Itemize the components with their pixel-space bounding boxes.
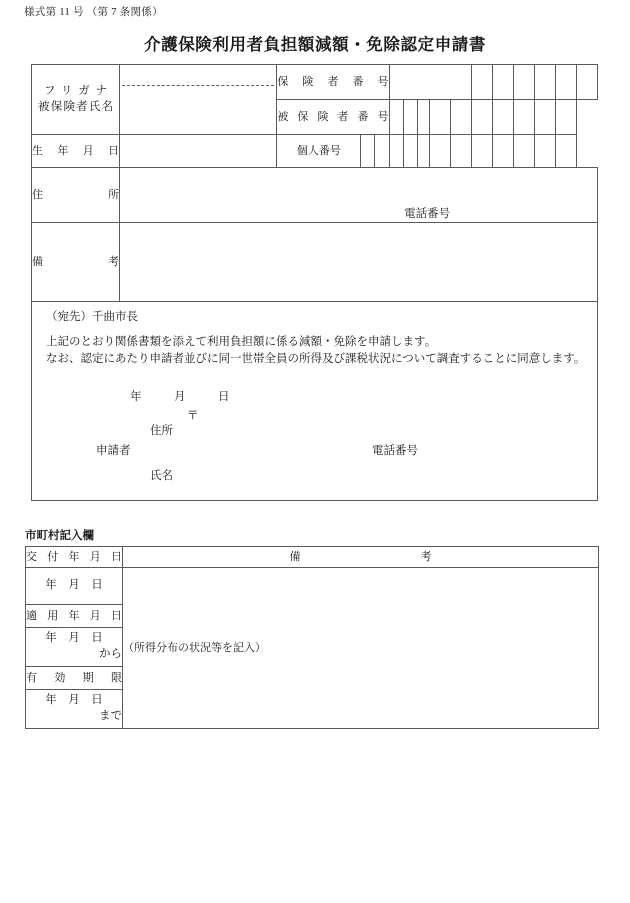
municipal-remarks-header-2: 考 xyxy=(420,550,432,563)
valid-period-to: まで xyxy=(99,710,122,722)
table-row-birthdate-personal-number xyxy=(32,135,598,168)
insured-name-input[interactable] xyxy=(120,65,277,135)
apply-date-from: から xyxy=(99,648,122,660)
municipal-remarks-note: （所得分布の状況等を記入） xyxy=(123,641,266,654)
apply-date-input[interactable] xyxy=(26,628,123,667)
municipal-remarks-header-1: 備 xyxy=(289,550,301,563)
address-label: 住 所 xyxy=(32,168,120,223)
personal-number-box-6[interactable] xyxy=(429,135,450,168)
municipal-row-issue-date xyxy=(26,568,599,605)
insurer-number-label: 保 険 者 番 号 xyxy=(277,65,389,100)
insured-number-box-6[interactable] xyxy=(471,100,492,135)
personal-number-box-12[interactable] xyxy=(555,135,576,168)
postal-mark-icon: 〒 xyxy=(187,410,199,422)
insurer-number-box-3[interactable] xyxy=(492,65,513,100)
date-day-label: 日 xyxy=(218,391,230,403)
addressee-line: （宛先）千曲市長 xyxy=(46,311,138,323)
statement-body xyxy=(32,302,597,500)
insured-number-label: 被 保 険 者 番 号 xyxy=(277,100,389,135)
insurer-number-box-2[interactable] xyxy=(471,65,492,100)
municipal-remarks-input[interactable] xyxy=(123,568,599,729)
birthdate-input[interactable] xyxy=(120,135,277,168)
table-row-address xyxy=(32,168,598,223)
apply-date-label: 適 用 年 月 日 xyxy=(26,605,123,628)
personal-number-box-3[interactable] xyxy=(389,135,403,168)
statement-paragraph-1: 上記のとおり関係書類を添えて利用負担額に係る減額・免除を申請します。 xyxy=(46,336,437,348)
personal-number-box-9[interactable] xyxy=(492,135,513,168)
applicant-name-label: 氏名 xyxy=(150,470,173,482)
apply-date-ymd: 年 月 日 xyxy=(45,632,103,645)
table-row-remarks xyxy=(32,223,598,302)
personal-number-box-5[interactable] xyxy=(417,135,429,168)
applicant-table xyxy=(31,64,598,501)
insurer-number-box-5[interactable] xyxy=(534,65,555,100)
insured-number-box-9[interactable] xyxy=(534,100,555,135)
issue-date-input[interactable] xyxy=(26,568,123,605)
insurer-number-box-7[interactable] xyxy=(576,65,597,100)
insured-number-box-2[interactable] xyxy=(403,100,417,135)
insured-number-box-8[interactable] xyxy=(513,100,534,135)
insurer-number-box-4[interactable] xyxy=(513,65,534,100)
birthdate-label: 生 年 月 日 xyxy=(32,135,120,168)
municipal-table xyxy=(25,546,599,729)
remarks-label: 備 考 xyxy=(32,223,120,302)
statement-paragraph-2: なお、認定にあたり申請者並びに同一世帯全員の所得及び課税状況について調査することに同意します。 xyxy=(46,353,586,365)
date-year-label: 年 xyxy=(130,391,142,403)
issue-date-label: 交 付 年 月 日 xyxy=(26,547,123,568)
insured-number-box-1[interactable] xyxy=(389,100,403,135)
personal-number-box-7[interactable] xyxy=(450,135,471,168)
insured-number-box-3[interactable] xyxy=(417,100,429,135)
address-input[interactable] xyxy=(120,168,598,223)
page-title: 介護保険利用者負担額減額・免除認定申請書 xyxy=(144,35,486,54)
insured-number-box-5[interactable] xyxy=(450,100,471,135)
date-month-label: 月 xyxy=(174,391,186,403)
insurer-number-box-1[interactable] xyxy=(389,65,471,100)
personal-number-box-10[interactable] xyxy=(513,135,534,168)
form-number: 様式第 11 号 （第 7 条関係） xyxy=(24,7,163,18)
personal-number-box-1[interactable] xyxy=(361,135,375,168)
table-row-statement xyxy=(32,302,598,501)
personal-number-box-11[interactable] xyxy=(534,135,555,168)
statement-block xyxy=(32,302,598,501)
municipal-remarks-header xyxy=(123,547,599,568)
issue-date-ymd: 年 月 日 xyxy=(45,579,103,592)
furigana-label: フリガナ xyxy=(44,84,108,97)
applicant-address-label: 住所 xyxy=(150,425,173,437)
valid-period-input[interactable] xyxy=(26,690,123,729)
insured-name-label: 被保険者氏名 xyxy=(38,100,114,113)
insured-number-box-4[interactable] xyxy=(429,100,450,135)
municipal-section-heading: 市町村記入欄 xyxy=(25,530,94,542)
applicant-phone-label: 電話番号 xyxy=(372,445,418,457)
insurer-number-box-6[interactable] xyxy=(555,65,576,100)
municipal-row-header xyxy=(26,547,599,568)
phone-label: 電話番号 xyxy=(404,208,451,220)
personal-number-box-2[interactable] xyxy=(375,135,389,168)
furigana-dashed-rule xyxy=(122,85,274,86)
valid-period-ymd: 年 月 日 xyxy=(45,694,103,707)
insured-name-label-cell xyxy=(32,65,120,135)
personal-number-box-4[interactable] xyxy=(403,135,417,168)
applicant-label: 申請者 xyxy=(96,445,131,457)
insured-number-box-7[interactable] xyxy=(492,100,513,135)
insured-number-box-10[interactable] xyxy=(555,100,576,135)
personal-number-box-8[interactable] xyxy=(471,135,492,168)
table-row-furigana-insurer xyxy=(32,65,598,100)
valid-period-label: 有 効 期 限 xyxy=(26,667,123,690)
application-date-line[interactable] xyxy=(130,390,230,406)
personal-number-label: 個人番号 xyxy=(277,135,361,168)
remarks-input[interactable] xyxy=(120,223,598,302)
